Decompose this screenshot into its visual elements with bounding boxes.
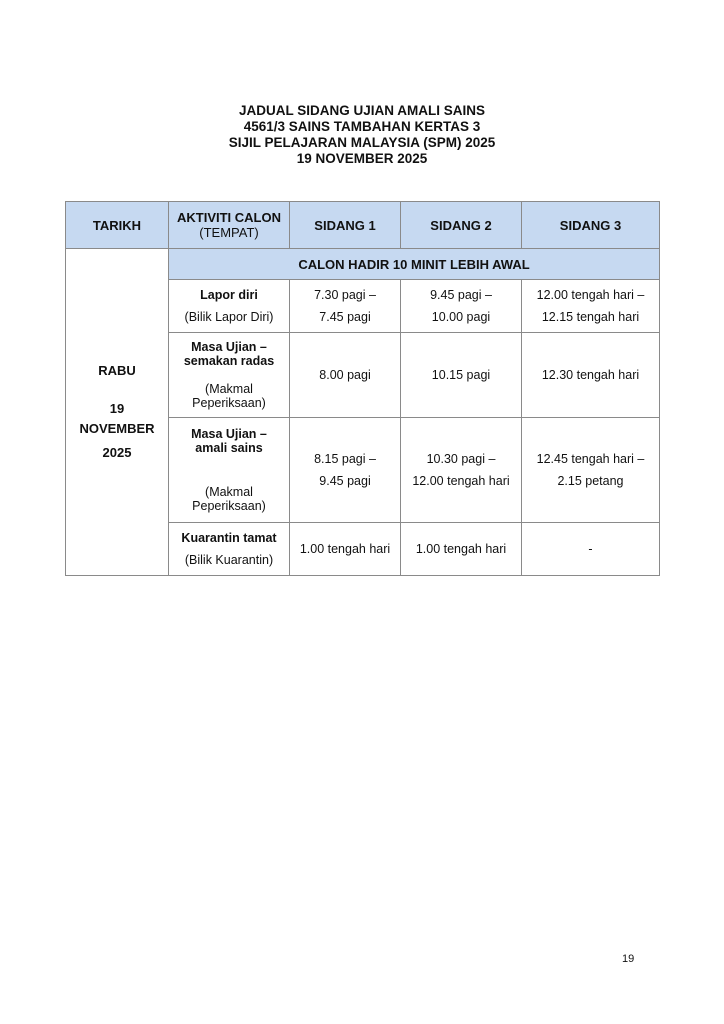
title-line-1: JADUAL SIDANG UJIAN AMALI SAINS: [238, 103, 486, 118]
schedule-table: [65, 201, 660, 576]
sidang-1-cell: [290, 280, 401, 333]
sidang-1-cell: 1.00 tengah hari: [290, 523, 401, 576]
date-month: NOVEMBER: [79, 421, 155, 436]
activity-cell: [169, 333, 290, 418]
sidang-2-cell: [401, 280, 522, 333]
activity-label-line-2: amali sains: [195, 441, 263, 455]
activity-place-line-2: Peperiksaan): [192, 499, 266, 513]
time-start: 12.45 tengah hari –: [536, 452, 645, 466]
title-line-4: 19 NOVEMBER 2025: [296, 151, 428, 166]
time-end: 10.00 pagi: [431, 310, 491, 324]
header-aktiviti: [169, 202, 290, 249]
activity-place-line-1: (Makmal: [205, 485, 253, 499]
activity-label-line-2: semakan radas: [183, 354, 275, 368]
activity-place: (Bilik Lapor Diri): [184, 310, 274, 324]
activity-label: Lapor diri: [200, 288, 258, 302]
activity-label: Kuarantin tamat: [181, 531, 277, 545]
activity-place: (Bilik Kuarantin): [184, 553, 274, 567]
time-end: 12.15 tengah hari: [541, 310, 640, 324]
date-cell: [66, 249, 169, 576]
header-sidang-3: SIDANG 3: [522, 202, 660, 249]
sidang-3-cell: 12.30 tengah hari: [522, 333, 660, 418]
sidang-1-cell: [290, 418, 401, 523]
sidang-2-cell: 1.00 tengah hari: [401, 523, 522, 576]
header-sidang-1: SIDANG 1: [290, 202, 401, 249]
time-end: 2.15 petang: [557, 474, 624, 488]
sidang-2-cell: 10.15 pagi: [401, 333, 522, 418]
time-end: 12.00 tengah hari: [412, 474, 510, 488]
date-num: 19: [109, 401, 125, 416]
activity-label-line-1: Masa Ujian –: [191, 340, 267, 354]
title-line-2: 4561/3 SAINS TAMBAHAN KERTAS 3: [243, 119, 481, 134]
time-start: 12.00 tengah hari –: [536, 288, 645, 302]
activity-cell: [169, 418, 290, 523]
band-row: [66, 249, 660, 280]
sidang-3-cell: -: [522, 523, 660, 576]
header-aktiviti-sub: (TEMPAT): [199, 225, 259, 240]
time-start: 9.45 pagi –: [430, 288, 492, 302]
sidang-3-cell: [522, 280, 660, 333]
activity-place-line-2: Peperiksaan): [192, 396, 266, 410]
time-end: 7.45 pagi: [319, 310, 371, 324]
time-start: 10.30 pagi –: [426, 452, 496, 466]
header-sidang-2: SIDANG 2: [401, 202, 522, 249]
activity-label-line-1: Masa Ujian –: [191, 427, 267, 441]
activity-cell: [169, 280, 290, 333]
header-row: [66, 202, 660, 249]
activity-place-line-1: (Makmal: [205, 382, 253, 396]
page-number: 19: [622, 953, 635, 965]
arrival-notice: CALON HADIR 10 MINIT LEBIH AWAL: [169, 249, 660, 280]
time-start: 8.15 pagi –: [314, 452, 376, 466]
sidang-1-cell: 8.00 pagi: [290, 333, 401, 418]
time-end: 9.45 pagi: [319, 474, 371, 488]
activity-cell: [169, 523, 290, 576]
time-start: 7.30 pagi –: [314, 288, 376, 302]
date-year: 2025: [102, 445, 132, 460]
title-line-3: SIJIL PELAJARAN MALAYSIA (SPM) 2025: [228, 135, 496, 150]
date-day: RABU: [98, 363, 136, 378]
header-aktiviti-label: AKTIVITI CALON: [177, 210, 281, 225]
header-tarikh: TARIKH: [66, 202, 169, 249]
document-title: [0, 103, 724, 167]
sidang-3-cell: [522, 418, 660, 523]
sidang-2-cell: [401, 418, 522, 523]
